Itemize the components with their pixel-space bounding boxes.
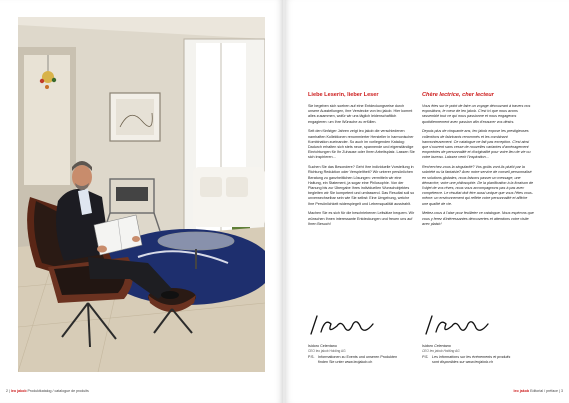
ps-label: P.S.	[308, 355, 315, 359]
german-paragraph: Suchen Sie das Besondere? Geht Ihre individuelle Vorstellung in Richtung Reduktion oder Verspieltheit? Wir unterer persönlichen Beratung zu ganzheitlichen Lösungen: vermitteln wir eine Haltung, ein Statement, ja sogar eine Philosophie. Von der Planung bis zur Übergabe Ihres individuellen Wunschobjektes begleiten wir Sie kompetent und umfassend. Das Resultat soll so unverwechselbar sein wie Sie selbst: Eine Umgebung, welche Ihre Persönlichkeit widerspiegelt und Lebensqualität ausstrahlt.	[308, 165, 415, 206]
french-signature	[422, 312, 492, 343]
french-postscript	[422, 355, 522, 365]
left-footer-text: Produktkatalog / catalogue de produits	[27, 389, 89, 393]
right-page-number: 3	[561, 389, 563, 393]
portrait-photo	[18, 17, 265, 372]
signer-role: CEO leo jakob Holding AG	[422, 349, 460, 353]
left-footer: 2 | leo jakob Produktkatalog / catalogue de produits	[6, 389, 89, 393]
right-footer: leo jakob Editorial / préface | 3	[513, 389, 563, 393]
german-postscript	[308, 355, 408, 365]
french-heading: Chère lectrice, cher lecteur	[422, 92, 494, 98]
german-paragraph: Seit den fünfziger Jahren zeigt leo jakob die verschiedenen namhaften Kollektionen renommierter Hersteller in harmonischer Kombination zueinander. So auch im vorliegenden Katalog: Dadurch erhalten sich stets neue, spannende und eigenständige Einrichtungen für Ihr Zuhause oder Ihren Arbeitsplatz. Lassen Sie sich inspirieren…	[308, 129, 415, 160]
french-paragraph: Mettez-vous à l'aise pour feuilleter ce catalogue. Nous espérons que vous y ferez d'intéressantes découvertes et attendons votre visite avec plaisir!	[422, 211, 534, 226]
german-signer	[308, 344, 346, 354]
ps-label: P.S.	[422, 355, 429, 359]
french-paragraph: Recherchez-vous la singularité? Vos goûts vont-ils plutôt par la sobriété ou la fantaisie? Avec notre service de conseil personnalisé en solutions globales, nous faisons passer un message, une démarche, voire une philosophie. De la planification à la livraison de l'objet de vos rêves, nous vous accompagnons pas à pas avec compétence. Le résultat doit être aussi unique que vous l'êtes vous-même: un environnement qui reflète votre personnalité et affiche une qualité de vie.	[422, 165, 534, 206]
german-heading: Liebe Leserin, lieber Leser	[308, 92, 379, 98]
german-paragraph: Machen Sie es sich für die beschriebenen Leitsätze bequem. Wir wünschen Ihnen interessante Entdeckungen und freuen uns auf Ihren Besuch!	[308, 211, 415, 226]
left-page-number: 2	[6, 389, 8, 393]
french-column	[422, 92, 534, 232]
living-room-photo	[18, 17, 265, 372]
right-footer-brand: leo jakob	[513, 389, 530, 393]
ps-text: Informationen zu Events und unseren Produkten finden Sie unter www.leojakob.ch	[318, 355, 398, 364]
right-footer-text: Editorial / préface	[530, 389, 559, 393]
left-footer-brand: leo jakob	[10, 389, 27, 393]
signer-name: Isidoro Celentano	[308, 344, 337, 348]
german-paragraph: Sie begeben sich soeben auf eine Entdeckungsreise durch unsere Ausstellungen, ihre Verstecke von leo jakob. Hier kommt alles zusammen, wofür wir uns täglich leidenschaftlich engagieren: um Ihre Wünsche zu erfüllen.	[308, 104, 413, 124]
french-paragraph: Depuis plus de cinquante ans, leo jakob expose les prestigieuses collections de fabricants renommés et les combinant harmonieusement. Ce catalogue ne fait pas exception. C'est ainsi que s'ouvrent sans cesse de nouvelles variantes d'aménagement empreintes de personnalité et d'originalité pour votre lieu de vie ou votre bureau. Laissez venir l'inspiration…	[422, 129, 531, 160]
french-signer	[422, 344, 460, 354]
french-paragraph: Vous êtes sur le point de faire un voyage découvrant à travers nos expositions, le cœur de leo jakob. C'est ici que nous avons rassemblé tout ce qui nous passionne et nous engageons quotidiennement avec passion afin d'exaucer vos désirs.	[422, 104, 531, 124]
ps-text: Les informations sur les événements et produits sont disponibles sur www.leojakob.ch	[432, 355, 511, 364]
german-column	[308, 92, 416, 232]
left-page	[0, 0, 283, 403]
signer-name: Isidoro Celentano	[422, 344, 451, 348]
signer-role: CEO leo jakob Holding AG	[308, 349, 346, 353]
right-page	[285, 0, 569, 403]
german-signature	[307, 312, 377, 343]
